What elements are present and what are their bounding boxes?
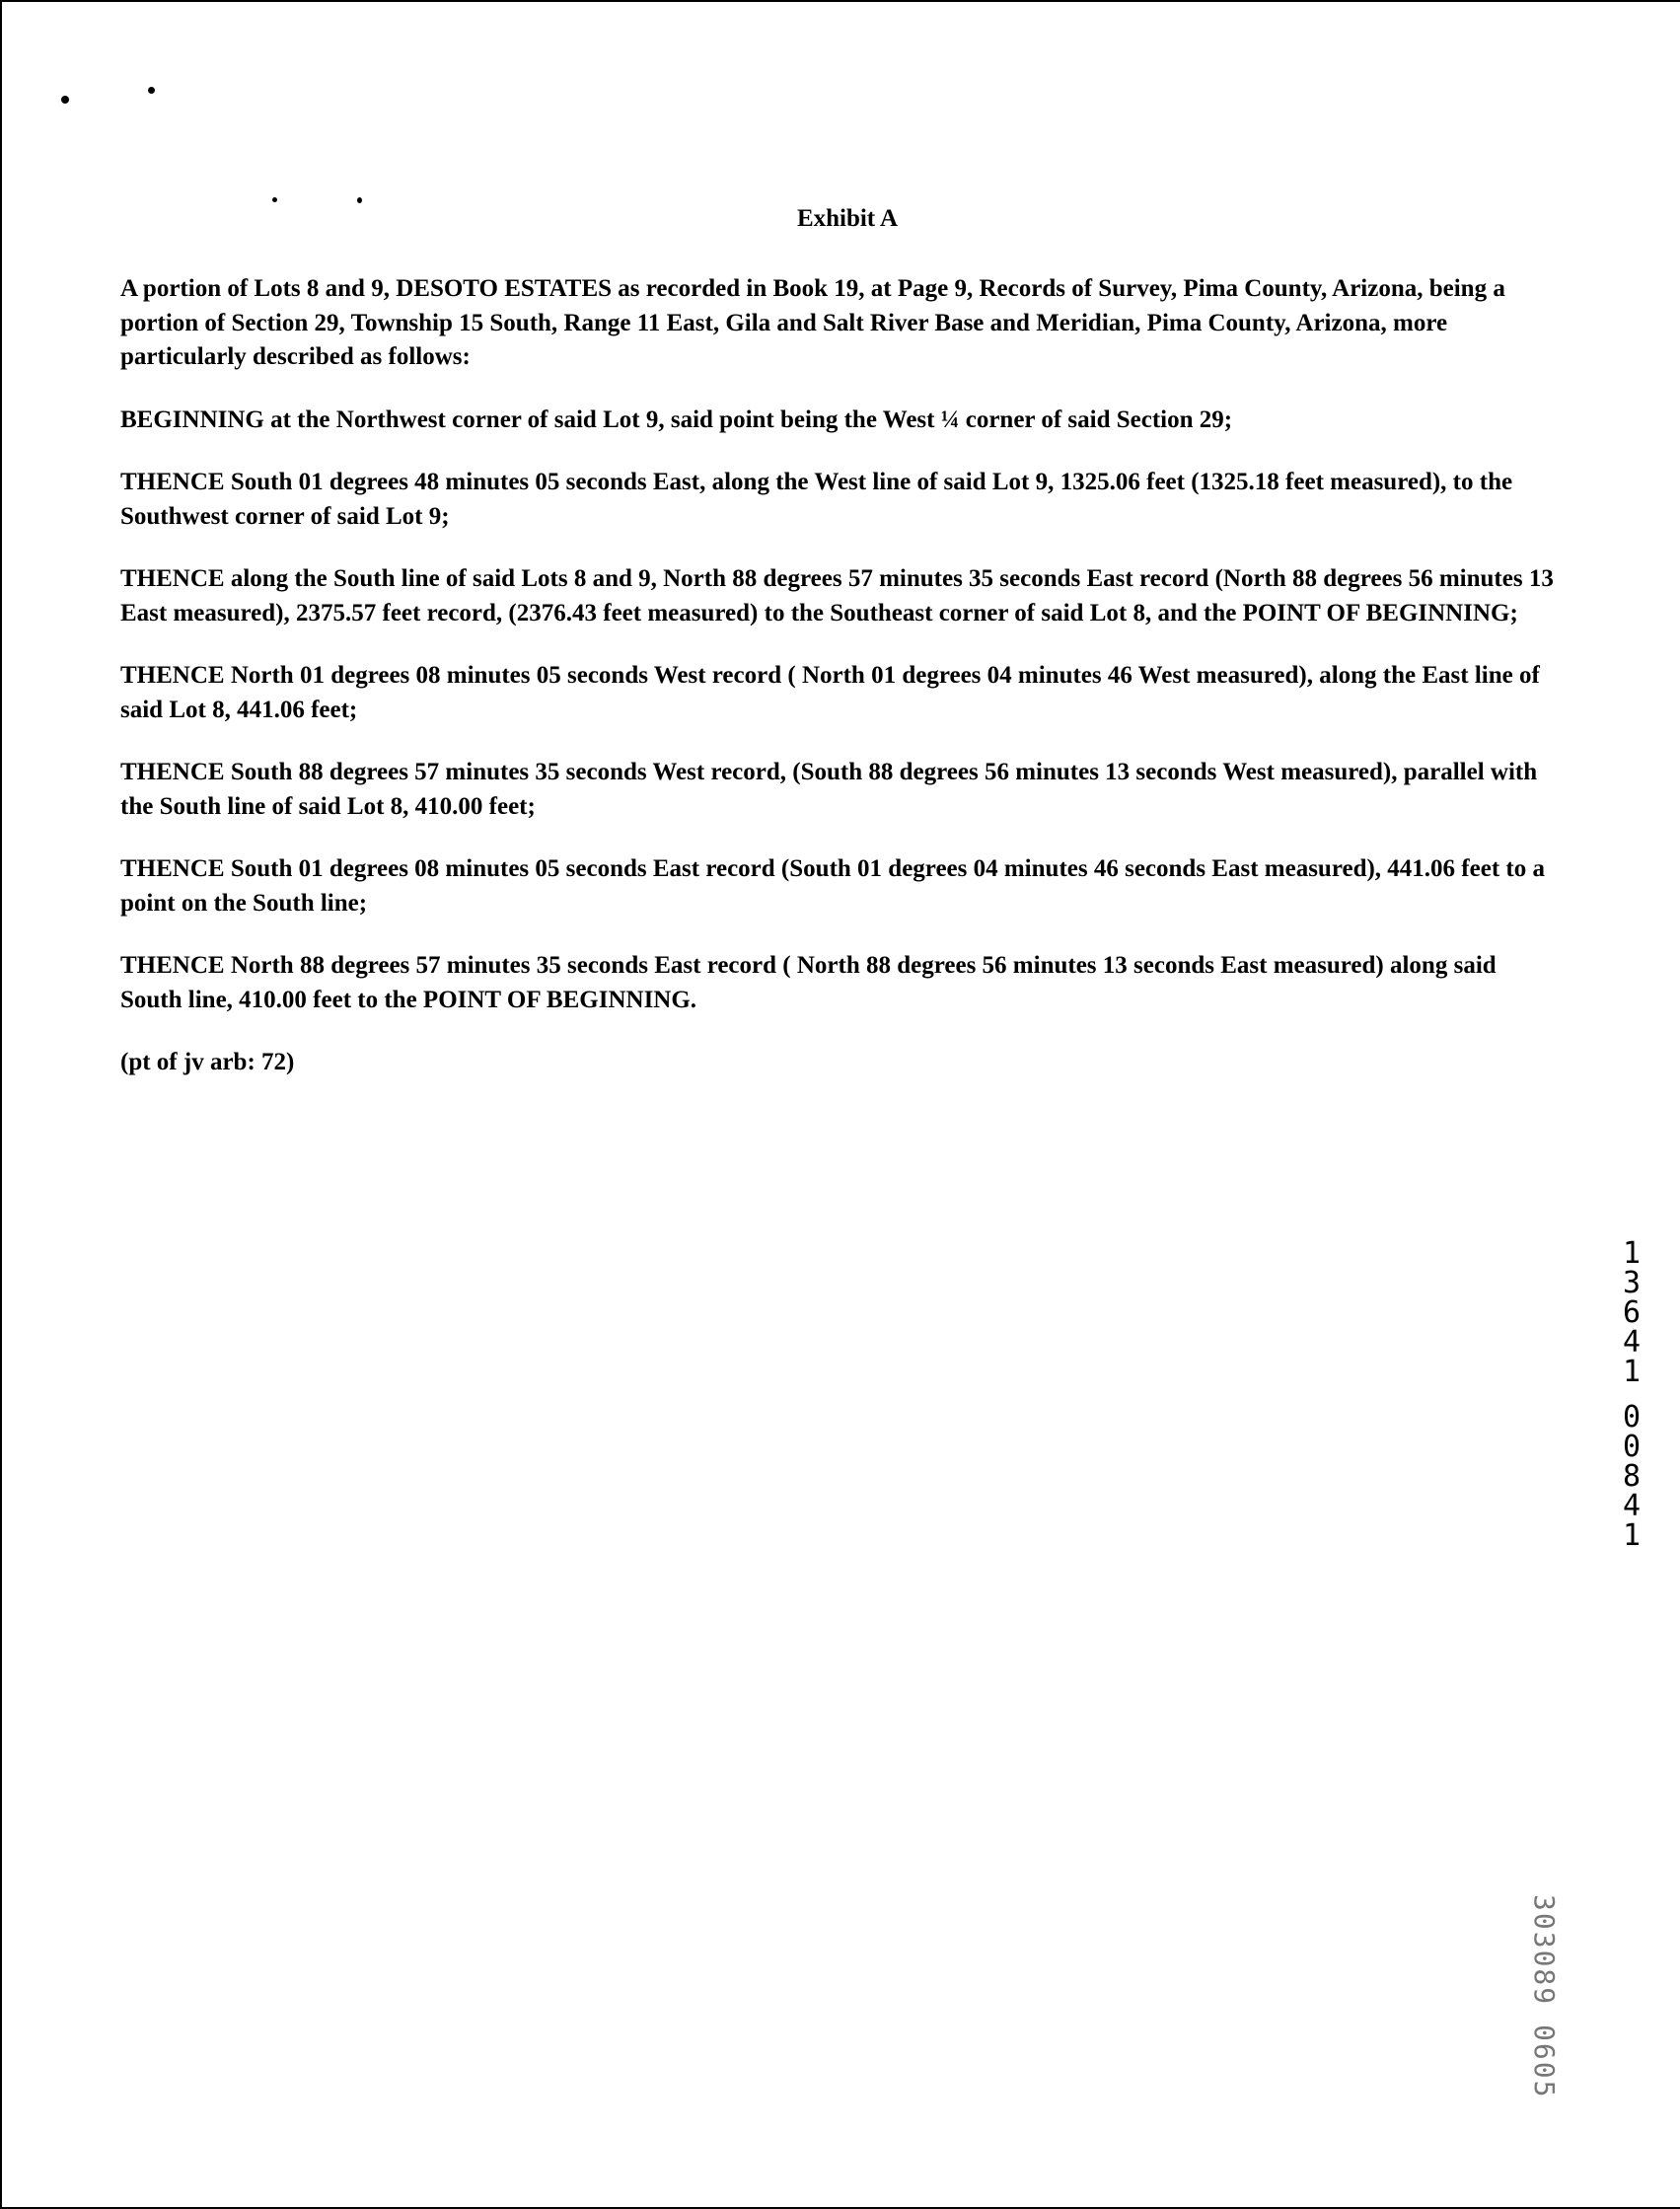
record-digit: 6 xyxy=(1622,1295,1642,1330)
scan-speck xyxy=(61,96,69,104)
record-digit: 0 xyxy=(1622,1400,1642,1435)
record-digit: 4 xyxy=(1622,1325,1642,1360)
legal-description xyxy=(120,272,1561,1109)
record-digit: 8 xyxy=(1622,1459,1642,1494)
margin-stamp: 303089 0605 xyxy=(1528,1894,1561,2099)
paragraph: A portion of Lots 8 and 9, DESOTO ESTATES as recorded in Book 19, at Page 9, Records of Survey, Pima County, Arizona, being a portion of Section 29, Township 15 South, Range 11 East, Gila and Salt River Base and Meridian, Pima County, Arizona, more particularly described as follows: xyxy=(120,275,1505,370)
paragraph: THENCE South 01 degrees 08 minutes 05 seconds East record (South 01 degrees 04 minutes 46 seconds East measured), 441.06 feet to a point on the South line; xyxy=(120,855,1545,917)
paragraph: THENCE along the South line of said Lots 8 and 9, North 88 degrees 57 minutes 35 seconds East record (North 88 degrees 56 minutes 13 East measured), 2375.57 feet record, (2376.43 feet measured) to the Southeast corner of said Lot 8, and the POINT OF BEGINNING; xyxy=(120,565,1554,626)
record-digit: 1 xyxy=(1622,1518,1642,1553)
scan-speck xyxy=(357,197,362,203)
paragraph: THENCE North 88 degrees 57 minutes 35 seconds East record ( North 88 degrees 56 minutes 13 seconds East measured) along said South line, 410.00 feet to the POINT OF BEGINNING. xyxy=(120,952,1497,1013)
record-digit: 3 xyxy=(1622,1266,1642,1300)
paragraph: BEGINNING at the Northwest corner of said Lot 9, said point being the West ¼ corner of said Section 29; xyxy=(120,405,1233,433)
scan-speck xyxy=(148,87,155,94)
record-digit: 1 xyxy=(1622,1236,1642,1271)
paragraph: THENCE South 88 degrees 57 minutes 35 seconds West record, (South 88 degrees 56 minutes 13 seconds West measured), parallel with the South line of said Lot 8, 410.00 feet; xyxy=(120,759,1538,820)
document-title: Exhibit A xyxy=(796,205,899,232)
paragraph: THENCE North 01 degrees 08 minutes 05 seconds West record ( North 01 degrees 04 minutes 46 West measured), along the East line of said Lot 8, 441.06 feet; xyxy=(120,662,1540,723)
record-digit: 0 xyxy=(1622,1430,1642,1464)
paragraph: (pt of jv arb: 72) xyxy=(120,1049,295,1075)
record-digit: 1 xyxy=(1622,1355,1642,1389)
scan-speck xyxy=(272,197,277,202)
record-digit: 4 xyxy=(1622,1489,1642,1523)
paragraph: THENCE South 01 degrees 48 minutes 05 seconds East, along the West line of said Lot 9, 1325.06 feet (1325.18 feet measured), to the Southwest corner of said Lot 9; xyxy=(120,469,1513,530)
record-number xyxy=(1614,1236,1649,1553)
